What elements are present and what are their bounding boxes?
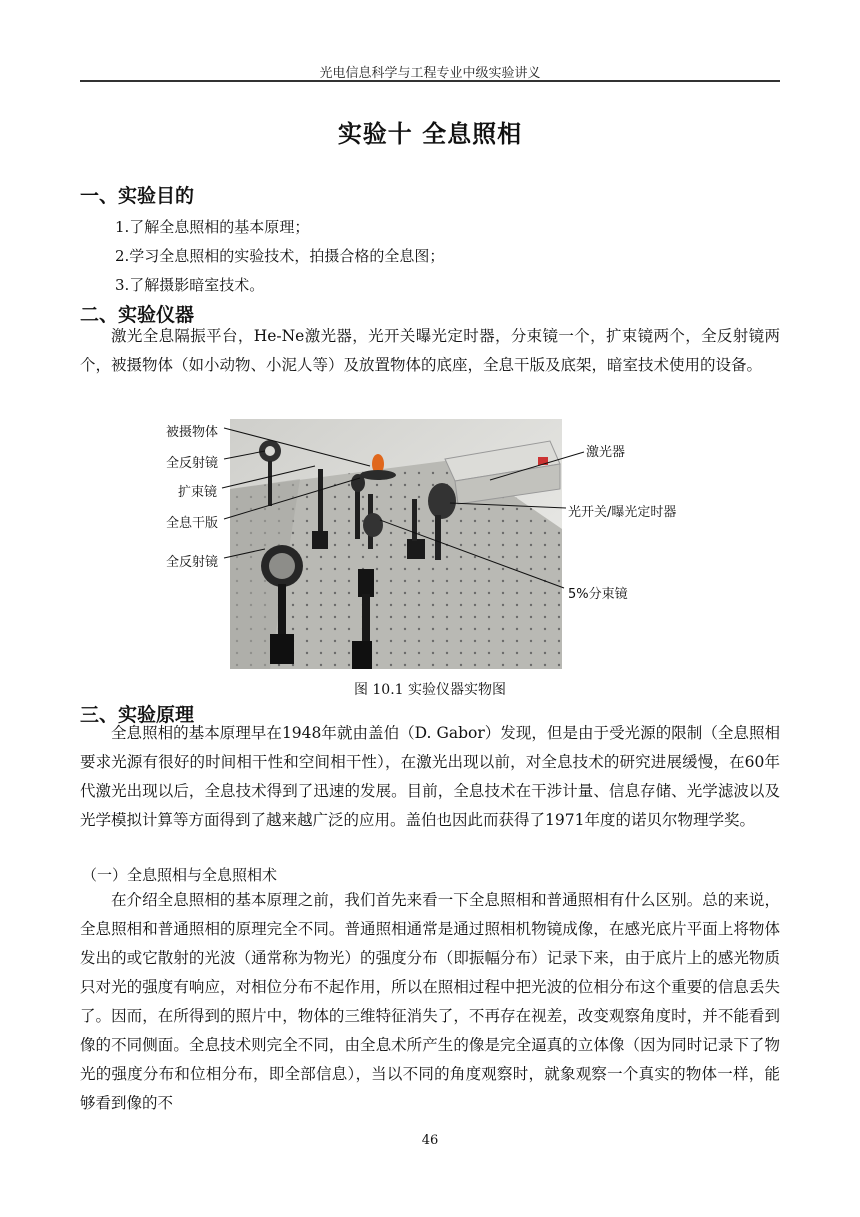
page-number: 46 <box>421 1133 439 1148</box>
leader-line <box>224 428 370 466</box>
comparison-paragraph <box>80 886 780 1118</box>
paragraph-text: 全息照相的基本原理早在1948年就由盖伯（D. Gabor）发现，但是由于受光源的限制（全息照相要求光源有很好的时间相干性和空间相干性），在激光出现以前，对全息技术的研究进展缓慢，在60年代激光出现以后，全息技术得到了迅速的发展。目前，全息技术在干涉计量、信息存储、光学滤波以及光学模拟计算等方面得到了越来越广泛的应用。盖伯也因此而获得了1971年度的诺贝尔物理学奖。 <box>80 724 780 829</box>
leader-line <box>380 520 564 588</box>
leader-line <box>224 451 265 459</box>
label-laser: 激光器 <box>586 445 626 460</box>
list-item: 2.学习全息照相的实验技术，拍摄合格的全息图； <box>115 247 445 265</box>
leader-line <box>224 549 265 558</box>
section-heading-principle: 三、实验原理 <box>80 704 195 726</box>
paragraph-text: 激光全息隔振平台，He-Ne激光器，光开关曝光定时器，分束镜一个，扩束镜两个，全反射镜两个，被摄物体（如小动物、小泥人等）及放置物体的底座，全息干版及底架，暗室技术使用的设备。 <box>80 327 780 374</box>
label-object: 被摄物体 <box>166 425 219 440</box>
leader-line <box>222 466 315 488</box>
leader-line <box>490 452 584 480</box>
label-mirror-2: 全反射镜 <box>166 555 219 570</box>
leader-line <box>224 478 360 519</box>
list-item: 1.了解全息照相的基本原理； <box>115 218 310 236</box>
section-heading-apparatus: 二、实验仪器 <box>80 304 195 326</box>
subsection-heading: （一）全息照相与全息照相术 <box>82 866 278 884</box>
section-heading-purpose: 一、实验目的 <box>80 185 195 207</box>
label-shutter-timer: 光开关/曝光定时器 <box>568 505 677 520</box>
running-header: 光电信息科学与工程专业中级实验讲义 <box>319 66 541 81</box>
paragraph-text: 在介绍全息照相的基本原理之前，我们首先来看一下全息照相和普通照相有什么区别。总的来说，全息照相和普通照相的原理完全不同。普通照相通常是通过照相机物镜成像，在感光底片平面上将物体发出的或它散射的光波（通常称为物光）的强度分布（即振幅分布）记录下来，由于底片上的感光物质只对光的强度有响应，对相位分布不起作用，所以在照相过程中把光波的位相分布这个重要的信息丢失了。因而，在所得到的照片中，物体的三维特征消失了，不再存在视差，改变观察角度时，并不能看到像的不同侧面。全息技术则完全不同，由全息术所产生的像是完全逼真的立体像（因为同时记录下了物光的强度分布和位相分布，即全部信息），当以不同的角度观察时，就象观察一个真实的物体一样，能够看到像的不 <box>80 891 780 1112</box>
page-title: 实验十 全息照相 <box>337 120 523 148</box>
principle-paragraph <box>80 719 780 835</box>
label-beam-expander: 扩束镜 <box>178 485 218 500</box>
label-beam-splitter: 5%分束镜 <box>568 587 628 602</box>
label-holographic-plate: 全息干版 <box>166 516 219 531</box>
label-mirror-1: 全反射镜 <box>166 456 219 471</box>
leader-line <box>450 503 566 508</box>
list-item: 3.了解摄影暗室技术。 <box>115 276 265 294</box>
figure-caption: 图 10.1 实验仪器实物图 <box>353 682 507 698</box>
